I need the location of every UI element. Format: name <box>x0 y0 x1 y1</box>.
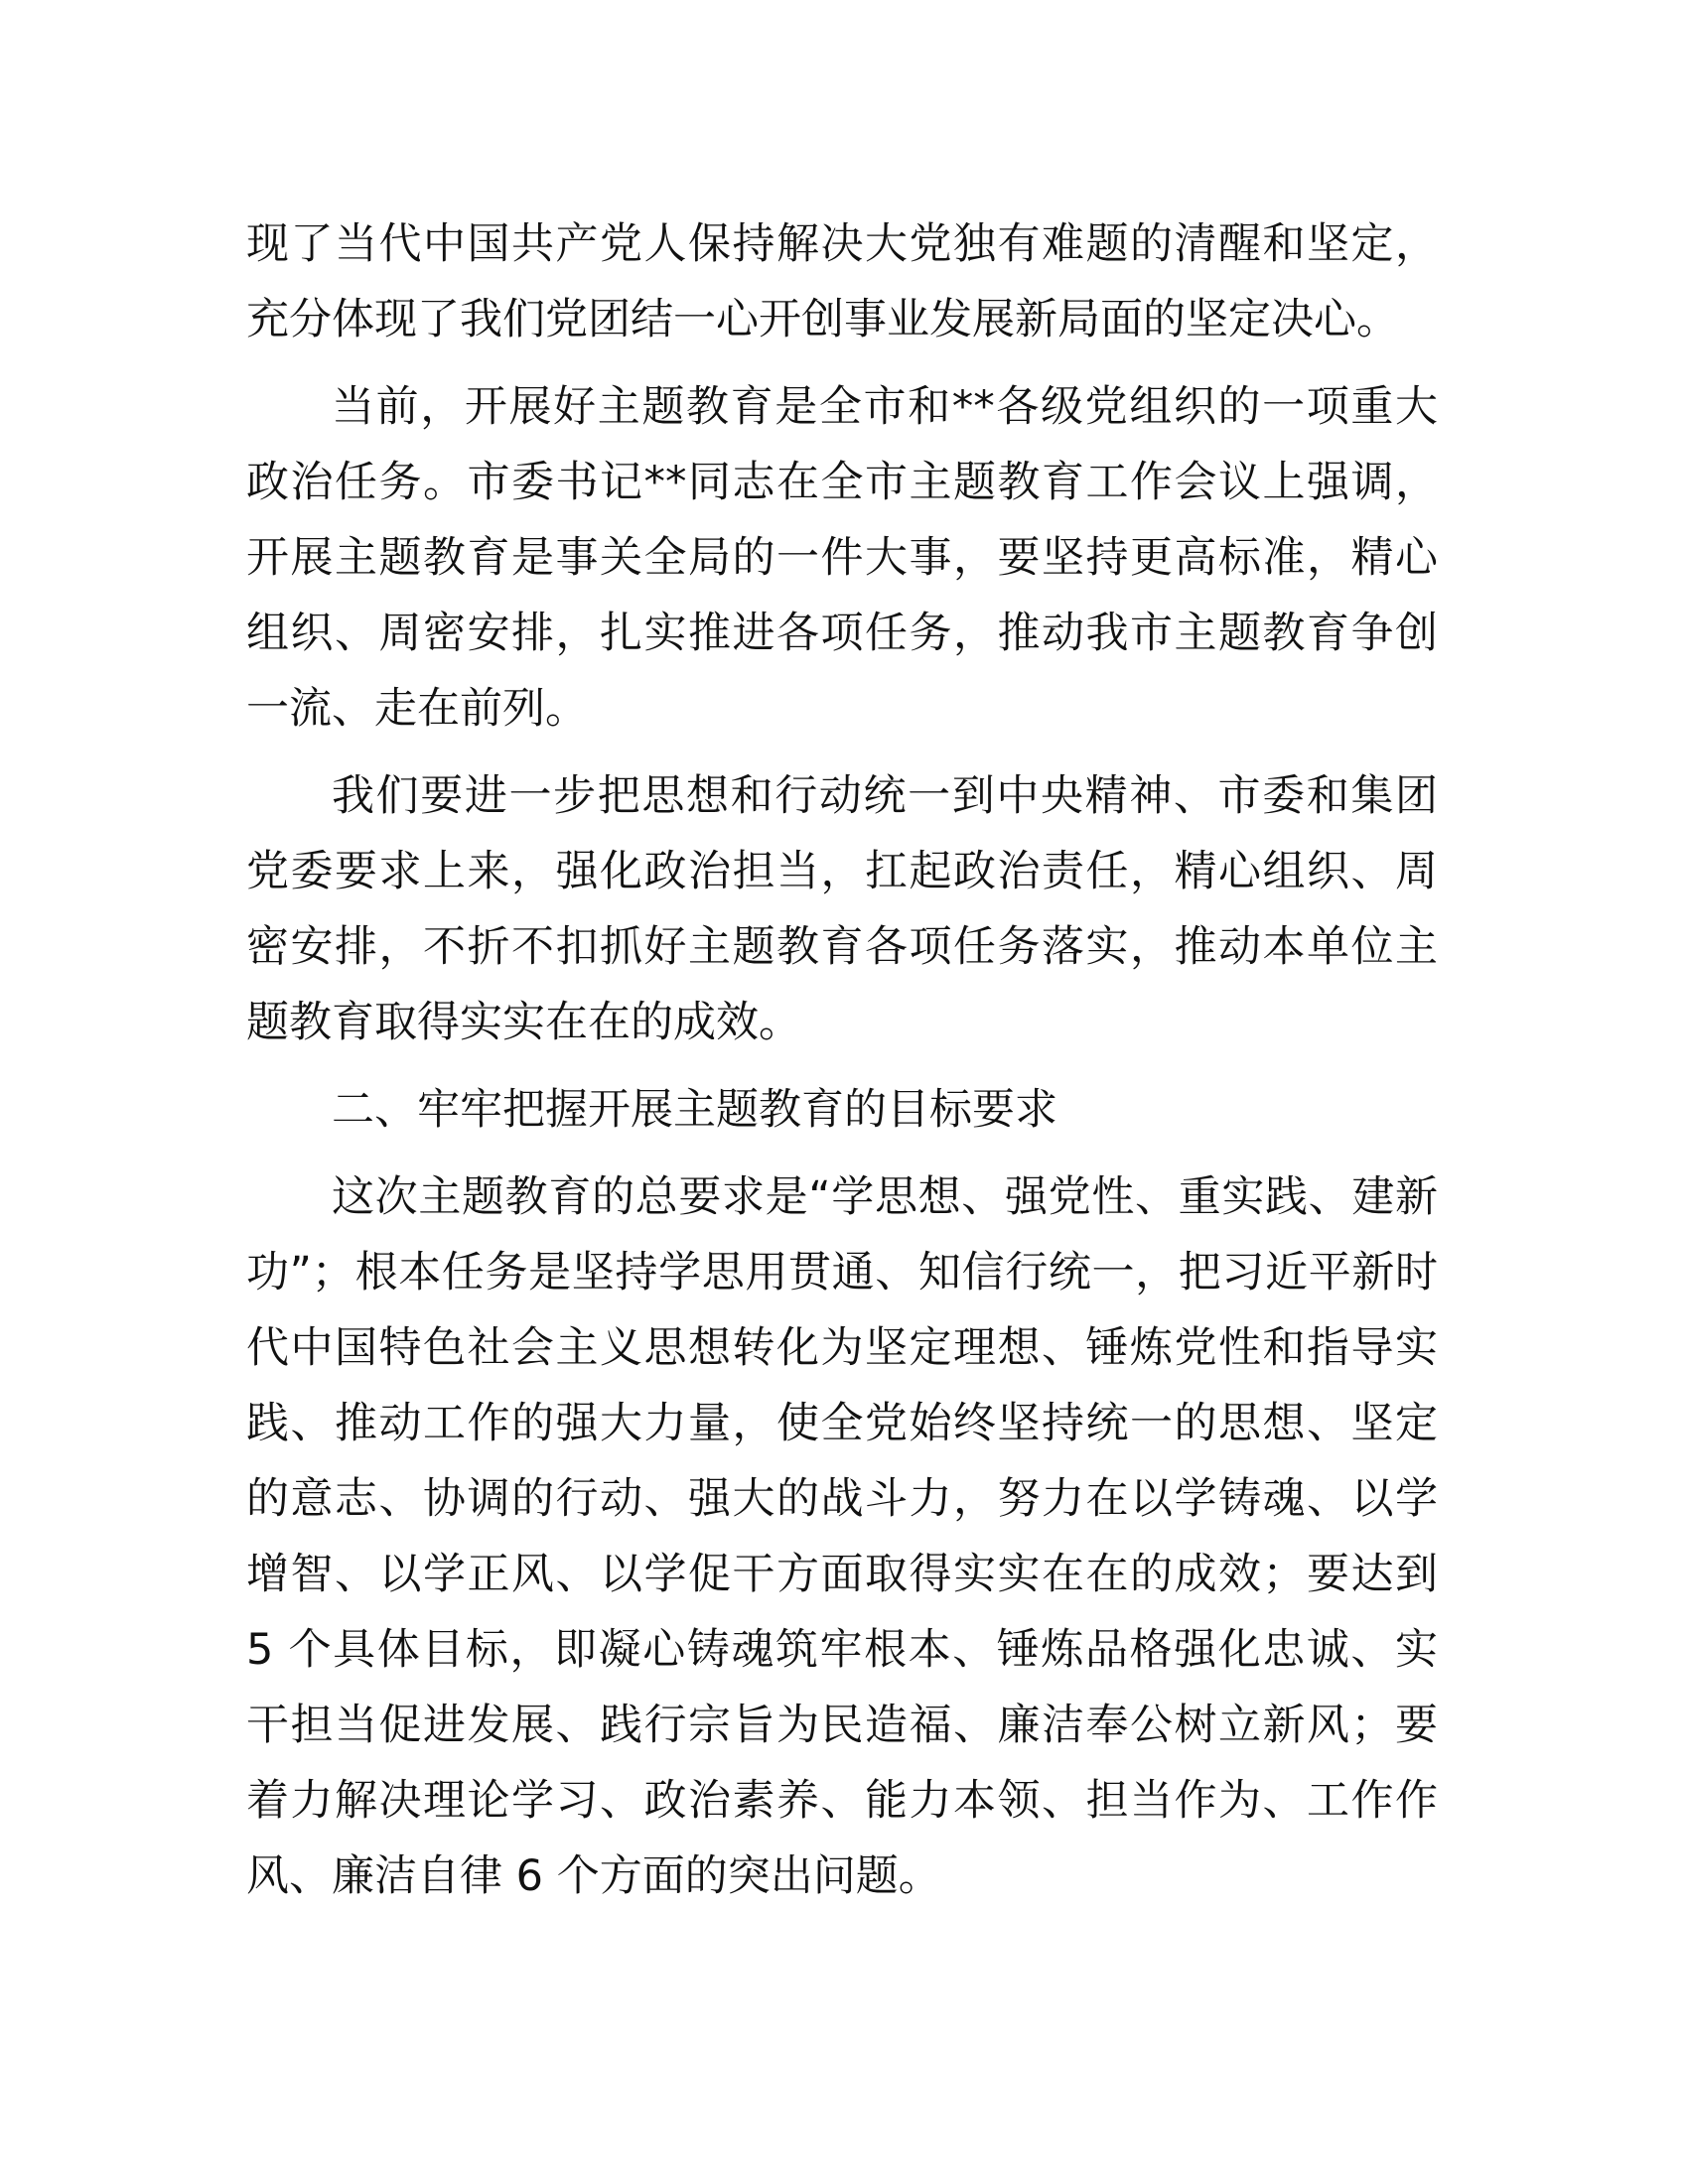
paragraph-general-requirements: 这次主题教育的总要求是“学思想、强党性、重实践、建新功”；根本任务是坚持学思用贯通、知信行统一，把习近平新时代中国特色社会主义思想转化为坚定理想、锤炼党性和指导实践、推动工作的强大力量，使全党始终坚持统一的思想、坚定的意志、协调的行动、强大的战斗力，努力在以学铸魂、以学增智、以学正风、以学促干方面取得实实在在的成效；要达到 5 个具体目标，即凝心铸魂筑牢根本、锤炼品格强化忠诚、实干担当促进发展、践行宗旨为民造福、廉洁奉公树立新风；要着力解决理论学习、政治素养、能力本领、担当作为、工作作风、廉洁自律 6 个方面的突出问题。 <box>246 1172 1438 1901</box>
document-page <box>246 206 1438 1926</box>
paragraph-current-task: 当前，开展好主题教育是全市和**各级党组织的一项重大政治任务。市委书记**同志在全市主题教育工作会议上强调，开展主题教育是事关全局的一件大事，要坚持更高标准，精心组织、周密安排，扎实推进各项任务，推动我市主题教育争创一流、走在前列。 <box>246 382 1438 734</box>
section-heading: 二、牢牢把握开展主题教育的目标要求 <box>332 1085 1057 1135</box>
paragraph-continuation: 现了当代中国共产党人保持解决大党独有难题的清醒和坚定，充分体现了我们党团结一心开创事业发展新局面的坚定决心。 <box>246 219 1438 344</box>
paragraph-unify-thinking: 我们要进一步把思想和行动统一到中央精神、市委和集团党委要求上来，强化政治担当，扛起政治责任，精心组织、周密安排，不折不扣抓好主题教育各项任务落实，推动本单位主题教育取得实实在在的成效。 <box>246 771 1438 1047</box>
